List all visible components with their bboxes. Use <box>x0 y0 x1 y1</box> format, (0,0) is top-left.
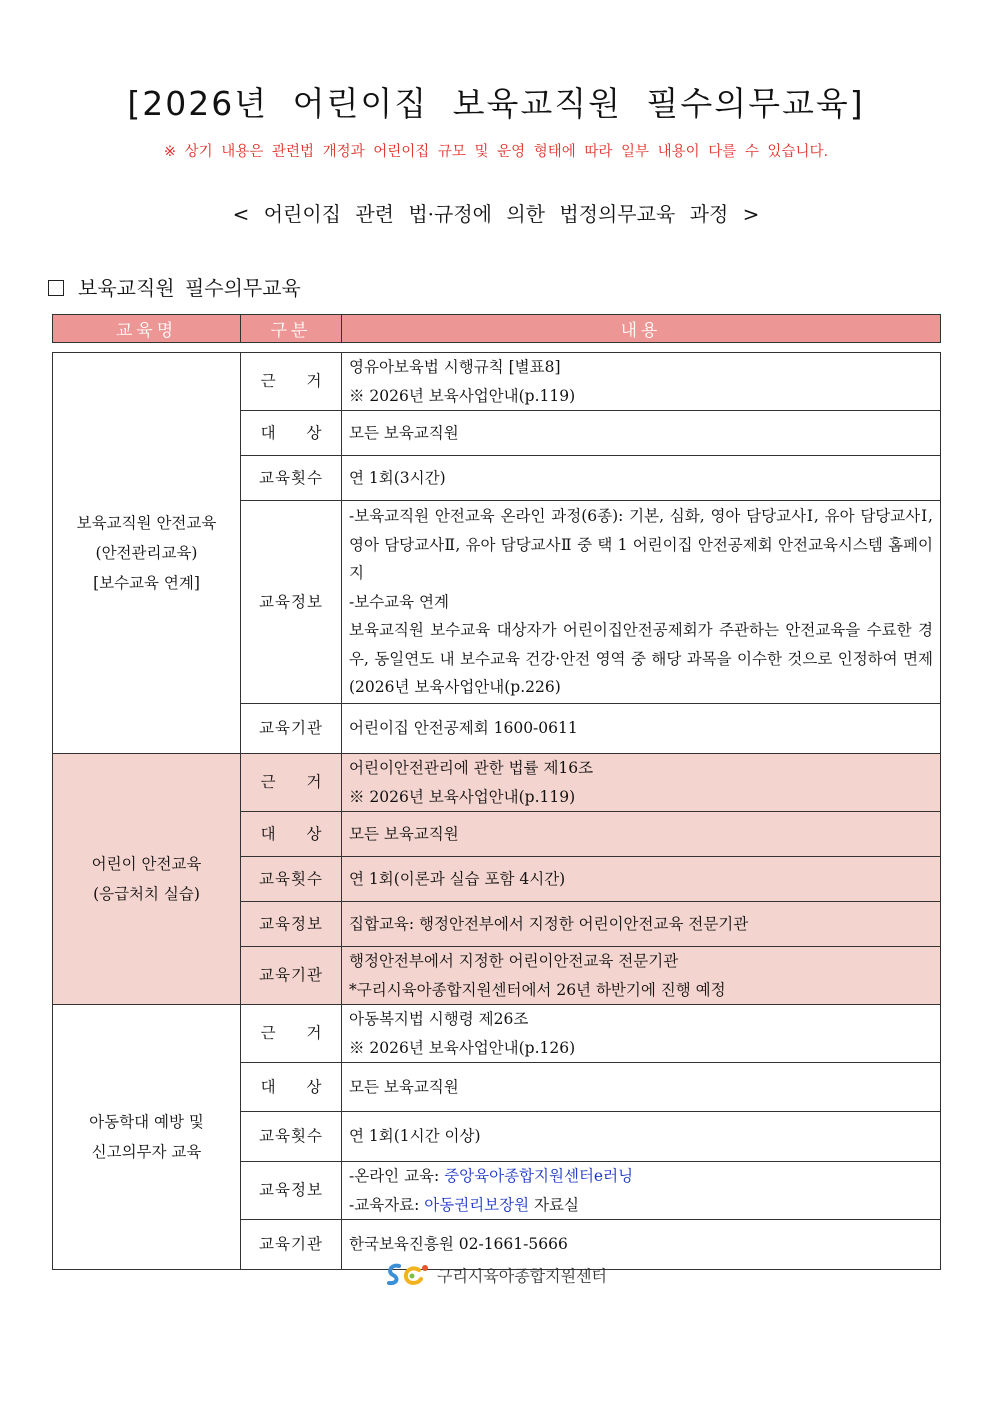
header-category: 구분 <box>241 315 342 343</box>
category-frequency: 교육횟수 <box>241 857 342 902</box>
category-target: 대 상 <box>241 411 342 456</box>
content-line: ※ 2026년 보육사업안내(p.119) <box>349 386 576 405</box>
table-row <box>53 1005 941 1063</box>
course-name-line: 보육교직원 안전교육 <box>76 514 217 532</box>
content-line: ※ 2026년 보육사업안내(p.126) <box>349 1038 576 1057</box>
category-basis: 근 거 <box>241 754 342 812</box>
content-institution: 어린이집 안전공제회 1600-0611 <box>342 704 941 754</box>
checkbox-icon <box>48 280 64 296</box>
category-info: 교육정보 <box>241 1162 342 1220</box>
course-name-line: 아동학대 예방 및 <box>89 1113 204 1131</box>
table-row <box>53 353 941 411</box>
header-content: 내용 <box>342 315 941 343</box>
footer <box>0 1262 992 1292</box>
content-line <box>349 1162 933 1191</box>
content-line: -보육교직원 안전교육 온라인 과정(6종): 기본, 심화, 영아 담당교사Ⅰ, 유아 담당교사Ⅰ, 영아 담당교사Ⅱ, 유아 담당교사Ⅱ 중 택 1 어린이집 안전공제회 안전교육시스템 홈페이지 <box>349 507 933 583</box>
section-label: 보육교직원 필수의무교육 <box>78 276 301 300</box>
category-frequency: 교육횟수 <box>241 456 342 501</box>
child-rights-link[interactable]: 아동권리보장원 <box>424 1195 530 1214</box>
content-line: 어린이안전관리에 관한 법률 제16조 <box>349 759 594 777</box>
content-line: 보육교직원 보수교육 대상자가 어린이집안전공제회가 주관하는 안전교육을 수료한 경우, 동일연도 내 보수교육 건강·안전 영역 중 해당 과목을 이수한 것으로 인정하여 면제(2026년 보육사업안내(p.226) <box>349 621 933 697</box>
course-name-line: [보수교육 연계] <box>93 574 200 592</box>
content-frequency: 연 1회(1시간 이상) <box>342 1112 941 1162</box>
content-frequency: 연 1회(3시간) <box>342 456 941 501</box>
section-heading <box>48 272 301 301</box>
category-institution: 교육기관 <box>241 1220 342 1270</box>
content-target: 모든 보육교직원 <box>342 411 941 456</box>
page-title: [2026년 어린이집 보육교직원 필수의무교육] <box>127 84 865 123</box>
course-name-line: 신고의무자 교육 <box>91 1143 202 1161</box>
content-basis <box>342 1005 941 1063</box>
elearning-link[interactable]: 중앙육아종합지원센터e러닝 <box>444 1167 634 1185</box>
education-table <box>52 352 941 1270</box>
content-line: 행정안전부에서 지정한 어린이안전교육 전문기관 <box>349 952 679 970</box>
content-target: 모든 보육교직원 <box>342 1063 941 1112</box>
content-line: 아동복지법 시행령 제26조 <box>349 1010 529 1028</box>
course-name-line: (안전관리교육) <box>95 544 198 562</box>
content-line: 영유아보육법 시행규칙 [별표8] <box>349 358 561 376</box>
material-label: -교육자료: <box>349 1195 425 1214</box>
category-target: 대 상 <box>241 812 342 857</box>
category-info: 교육정보 <box>241 902 342 947</box>
course-name-child-safety <box>53 754 241 1005</box>
subtitle: < 어린이집 관련 법·규정에 의한 법정의무교육 과정 > <box>232 202 760 226</box>
footer-org-name: 구리시육아종합지원센터 <box>436 1266 608 1286</box>
table-row <box>53 754 941 812</box>
content-info <box>342 501 941 704</box>
category-frequency: 교육횟수 <box>241 1112 342 1162</box>
category-basis: 근 거 <box>241 1005 342 1063</box>
sc-logo-icon <box>385 1262 431 1292</box>
notice-text: ※ 상기 내용은 관련법 개정과 어린이집 규모 및 운영 형태에 따라 일부 내용이 다를 수 있습니다. <box>163 144 829 160</box>
content-line: *구리시육아종합지원센터에서 26년 하반기에 진행 예정 <box>349 980 726 999</box>
course-name-safety <box>53 353 241 754</box>
category-info: 교육정보 <box>241 501 342 704</box>
content-info <box>342 1162 941 1220</box>
content-basis <box>342 754 941 812</box>
category-target: 대 상 <box>241 1063 342 1112</box>
category-institution: 교육기관 <box>241 704 342 754</box>
content-info: 집합교육: 행정안전부에서 지정한 어린이안전교육 전문기관 <box>342 902 941 947</box>
table-header <box>52 314 941 343</box>
content-line: ※ 2026년 보육사업안내(p.119) <box>349 787 576 806</box>
course-name-child-abuse <box>53 1005 241 1270</box>
content-line: -보수교육 연계 <box>349 592 450 611</box>
course-name-line: (응급처치 실습) <box>93 885 200 903</box>
content-institution: 한국보육진흥원 02-1661-5666 <box>342 1220 941 1270</box>
content-frequency: 연 1회(이론과 실습 포함 4시간) <box>342 857 941 902</box>
content-target: 모든 보육교직원 <box>342 812 941 857</box>
header-course-name: 교육명 <box>53 315 241 343</box>
content-basis <box>342 353 941 411</box>
category-basis: 근 거 <box>241 353 342 411</box>
category-institution: 교육기관 <box>241 947 342 1005</box>
material-suffix: 자료실 <box>529 1195 579 1214</box>
online-label: -온라인 교육: <box>349 1167 445 1185</box>
course-name-line: 어린이 안전교육 <box>91 855 202 873</box>
content-institution <box>342 947 941 1005</box>
content-line <box>349 1191 933 1220</box>
